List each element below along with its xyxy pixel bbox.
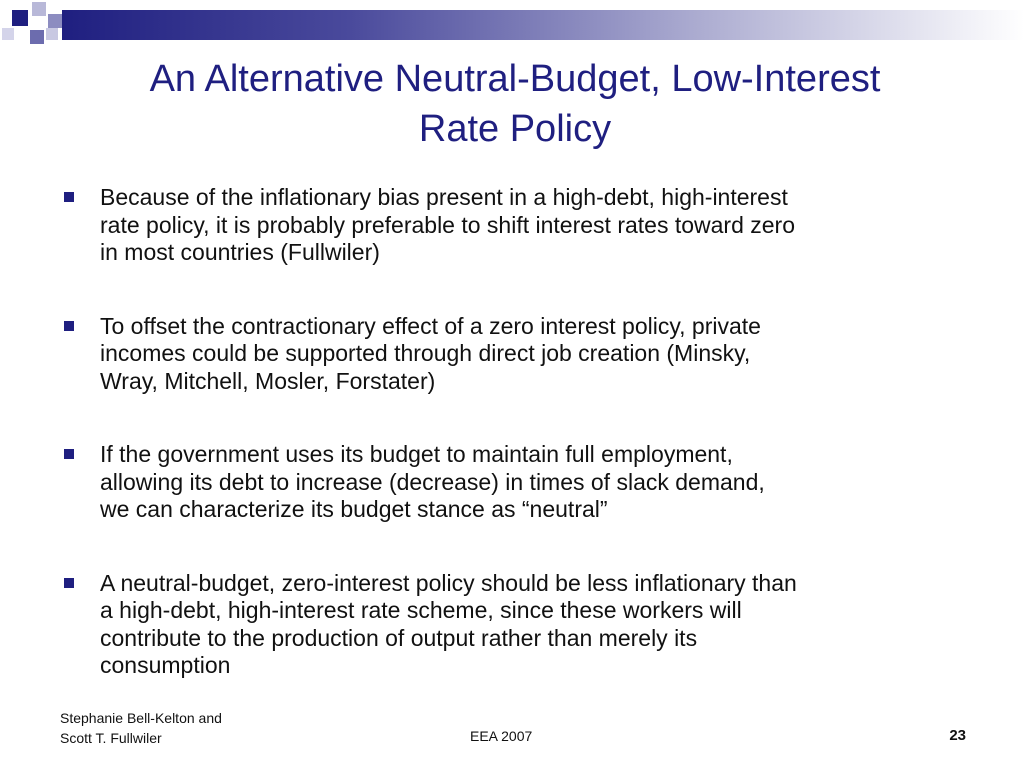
decor-square xyxy=(30,30,44,44)
decor-square xyxy=(2,28,14,40)
bullet-line: in most countries (Fullwiler) xyxy=(100,239,380,265)
header-gradient-bar xyxy=(62,10,1024,40)
bullet-item xyxy=(62,184,982,267)
bullet-line: incomes could be supported through direct job creation (Minsky, xyxy=(100,340,751,366)
bullet-item xyxy=(62,570,982,680)
bullet-item xyxy=(62,441,982,524)
footer-event: EEA 2007 xyxy=(470,728,533,744)
bullet-line: allowing its debt to increase (decrease) in times of slack demand, xyxy=(100,468,765,495)
decor-square xyxy=(12,10,28,26)
square-bullet-icon xyxy=(64,578,74,588)
decor-square xyxy=(46,28,58,40)
bullet-list xyxy=(62,184,982,680)
bullet-line: we can characterize its budget stance as “neutral” xyxy=(100,496,608,522)
bullet-line: To offset the contractionary effect of a zero interest policy, private xyxy=(100,312,761,339)
title-line: An Alternative Neutral-Budget, Low-Interest xyxy=(149,58,881,100)
square-bullet-icon xyxy=(64,192,74,202)
bullet-line: If the government uses its budget to maintain full employment, xyxy=(100,441,733,467)
page-number: 23 xyxy=(949,727,966,744)
bullet-line: Because of the inflationary bias present in a high-debt, high-interest xyxy=(100,184,788,210)
bullet-line: A neutral-budget, zero-interest policy should be less inflationary than xyxy=(100,569,797,596)
decor-square xyxy=(32,2,46,16)
square-bullet-icon xyxy=(64,321,74,331)
title-line: Rate Policy xyxy=(418,108,612,150)
footer-author-line: Scott T. Fullwiler xyxy=(60,730,162,746)
square-bullet-icon xyxy=(64,449,74,459)
bullet-item xyxy=(62,313,982,396)
slide-title xyxy=(40,54,990,154)
bullet-line: consumption xyxy=(100,652,231,678)
bullet-line: a high-debt, high-interest rate scheme, since these workers will xyxy=(100,597,742,623)
decor-square xyxy=(48,14,62,28)
footer-author-line: Stephanie Bell-Kelton and xyxy=(60,710,222,726)
bullet-line: Wray, Mitchell, Mosler, Forstater) xyxy=(100,367,436,394)
footer-authors xyxy=(60,708,222,748)
bullet-line: contribute to the production of output rather than merely its xyxy=(100,624,698,651)
bullet-line: rate policy, it is probably preferable to shift interest rates toward zero xyxy=(100,211,796,238)
